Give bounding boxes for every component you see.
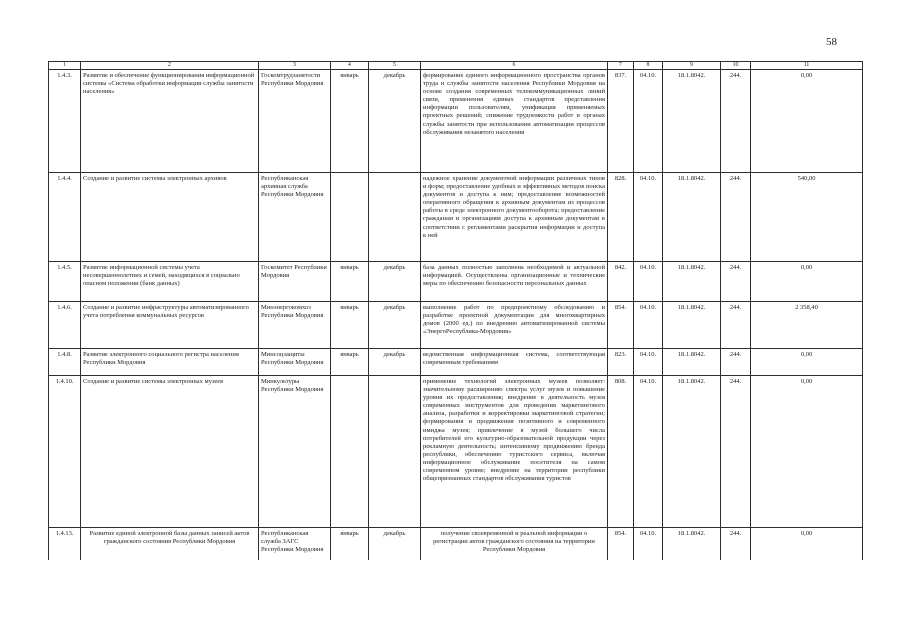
end-month-cell: декабрь: [369, 528, 421, 561]
code-column-9-cell: 18.1.8042.: [663, 262, 721, 302]
item-number-cell: 1.4.13.: [49, 528, 81, 561]
end-month-cell: декабрь: [369, 349, 421, 376]
code-column-8-cell: 04.10.: [634, 262, 663, 302]
table-row: [49, 302, 863, 349]
code-column-8-cell: 04.10.: [634, 70, 663, 173]
column-number-4: 4: [331, 62, 369, 70]
start-month-cell: январь: [331, 528, 369, 561]
code-column-7-cell: 854.: [608, 528, 634, 561]
start-month-cell: январь: [331, 349, 369, 376]
code-column-10-cell: 244.: [721, 349, 751, 376]
amount-cell: 540,00: [751, 173, 863, 262]
table-row: [49, 349, 863, 376]
page-number: 58: [826, 36, 837, 48]
expected-result-cell: база данных полностью заполнена необходимой и актуальной информацией. Осуществлены организационные и технические меры по обеспечению безопасности персональных данных: [421, 262, 608, 302]
code-column-8-cell: 04.10.: [634, 302, 663, 349]
column-number-6: 6: [421, 62, 608, 70]
amount-cell: 0,00: [751, 376, 863, 528]
code-column-8-cell: 04.10.: [634, 528, 663, 561]
activities-table: [48, 61, 863, 560]
column-number-10: 10: [721, 62, 751, 70]
start-month-cell: январь: [331, 70, 369, 173]
code-column-9-cell: 18.1.8042.: [663, 376, 721, 528]
amount-cell: 0,00: [751, 528, 863, 561]
activity-name-cell: Развитие и обеспечение функционирования информационной системы «Система обработки информации службы занятости населения»: [81, 70, 259, 173]
code-column-9-cell: 18.1.8042.: [663, 528, 721, 561]
code-column-7-cell: 837.: [608, 70, 634, 173]
expected-result-cell: получение своевременной и реальной информации о регистрации актов гражданского состояния на территории Республики Мордовия: [421, 528, 608, 561]
code-column-8-cell: 04.10.: [634, 376, 663, 528]
amount-cell: 2 358,40: [751, 302, 863, 349]
code-column-10-cell: 244.: [721, 528, 751, 561]
table-row: [49, 528, 863, 561]
activity-name-cell: Создание и развитие системы электронных архивов: [81, 173, 259, 262]
item-number-cell: 1.4.10.: [49, 376, 81, 528]
expected-result-cell: формирование единого информационного пространства органов труда и службы занятости населения Республики Мордовия на основе создания современных телекоммуникационных линий связи, применения единых стандартов представления информации пользователям, унификация применяемых проектных решений; снижение трудоемкости работ в органах службы занятости при использовании автоматизации процессов обслуживания незанятого населения: [421, 70, 608, 173]
start-month-cell: январь: [331, 302, 369, 349]
code-column-7-cell: 854.: [608, 302, 634, 349]
amount-cell: 0,00: [751, 262, 863, 302]
responsible-cell: Минсоцзащиты Республики Мордовия: [259, 349, 331, 376]
amount-cell: 0,00: [751, 70, 863, 173]
expected-result-cell: ведомственная информационная система, соответствующая современным требованиям: [421, 349, 608, 376]
code-column-10-cell: 244.: [721, 262, 751, 302]
table-row: [49, 376, 863, 528]
end-month-cell: декабрь: [369, 302, 421, 349]
responsible-cell: Республиканская архивная служба Республики Мордовия: [259, 173, 331, 262]
column-number-5: 5: [369, 62, 421, 70]
responsible-cell: Госкомитет Республики Мордовия: [259, 262, 331, 302]
code-column-10-cell: 244.: [721, 376, 751, 528]
code-column-9-cell: 18.1.8042.: [663, 70, 721, 173]
activity-name-cell: Развитие электронного социального регистра населения Республики Мордовия: [81, 349, 259, 376]
expected-result-cell: выполнение работ по предпроектному обследованию и разработке проектной документации для многоквартирных домов (2000 ед.) по внедрению автоматизированной системы «ЭнергоРеспублика-Мордовия»: [421, 302, 608, 349]
code-column-8-cell: 04.10.: [634, 349, 663, 376]
activity-name-cell: Развитие единой электронной базы данных записей актов гражданского состояния Республики Мордовия: [81, 528, 259, 561]
column-number-9: 9: [663, 62, 721, 70]
code-column-8-cell: 04.10.: [634, 173, 663, 262]
column-number-7: 7: [608, 62, 634, 70]
end-month-cell: декабрь: [369, 70, 421, 173]
column-number-3: 3: [259, 62, 331, 70]
column-number-2: 2: [81, 62, 259, 70]
responsible-cell: Минкультуры Республики Мордовия: [259, 376, 331, 528]
responsible-cell: Госкомтрудзанятости Республики Мордовия: [259, 70, 331, 173]
item-number-cell: 1.4.8.: [49, 349, 81, 376]
code-column-7-cell: 823.: [608, 349, 634, 376]
activity-name-cell: Создание и развитие системы электронных музеев: [81, 376, 259, 528]
item-number-cell: 1.4.4.: [49, 173, 81, 262]
start-month-cell: [331, 173, 369, 262]
expected-result-cell: надежное хранение документной информации различных типов и форм; предоставление удобных и эффективных методов поиска документов и доступа к ним; предоставление возможностей оперативного обращения к архивным документам из процессов работы в среде электронного документооборота; предоставление гражданам и организациям доступа к архивным документам в соответствии с регламентами раскрытия информации и доступа к ней: [421, 173, 608, 262]
responsible-cell: Республиканская служба ЗАГС Республики Мордовия: [259, 528, 331, 561]
activity-name-cell: Создание и развитие инфраструктуры автоматизированного учета потребления коммунальных ресурсов: [81, 302, 259, 349]
activity-name-cell: Развитие информационной системы учета несовершеннолетних и семей, находящихся в социально опасном положении (банк данных): [81, 262, 259, 302]
responsible-cell: Минэнергокомхоз Республики Мордовия: [259, 302, 331, 349]
table-row: [49, 262, 863, 302]
start-month-cell: [331, 376, 369, 528]
code-column-7-cell: 808.: [608, 376, 634, 528]
code-column-10-cell: 244.: [721, 70, 751, 173]
code-column-9-cell: 18.1.8042.: [663, 302, 721, 349]
start-month-cell: январь: [331, 262, 369, 302]
column-number-8: 8: [634, 62, 663, 70]
column-numbers-row: [49, 62, 863, 70]
item-number-cell: 1.4.5.: [49, 262, 81, 302]
end-month-cell: декабрь: [369, 262, 421, 302]
code-column-7-cell: 842.: [608, 262, 634, 302]
end-month-cell: [369, 173, 421, 262]
column-number-1: 1: [49, 62, 81, 70]
code-column-9-cell: 18.1.8042.: [663, 173, 721, 262]
code-column-10-cell: 244.: [721, 302, 751, 349]
code-column-7-cell: 828.: [608, 173, 634, 262]
code-column-9-cell: 18.1.8042.: [663, 349, 721, 376]
end-month-cell: [369, 376, 421, 528]
table-row: [49, 70, 863, 173]
item-number-cell: 1.4.6.: [49, 302, 81, 349]
table-row: [49, 173, 863, 262]
item-number-cell: 1.4.3.: [49, 70, 81, 173]
code-column-10-cell: 244.: [721, 173, 751, 262]
amount-cell: 0,00: [751, 349, 863, 376]
column-number-11: 11: [751, 62, 863, 70]
expected-result-cell: применение технологий электронных музеев позволяет: значительному расширению спектра услуг музея и повышение уровня их предоставления; внедрение в деятельность музея современных инструментов для проведения маркетингового анализа, разработки и корректировки маркетинговой стратегии; формирования и продвижения позитивного и современного имиджа музея; привлечение в музей большего числа потребителей его культурно-образовательной продукции через рекламную деятельность; интенсивному продвижению бренда республики, обеспечению туристского сервиса, включая информационное обслуживание посетителя на самом современном уровне; внедрение на территории республики общепризнанных стандартов обслуживания туристов: [421, 376, 608, 528]
